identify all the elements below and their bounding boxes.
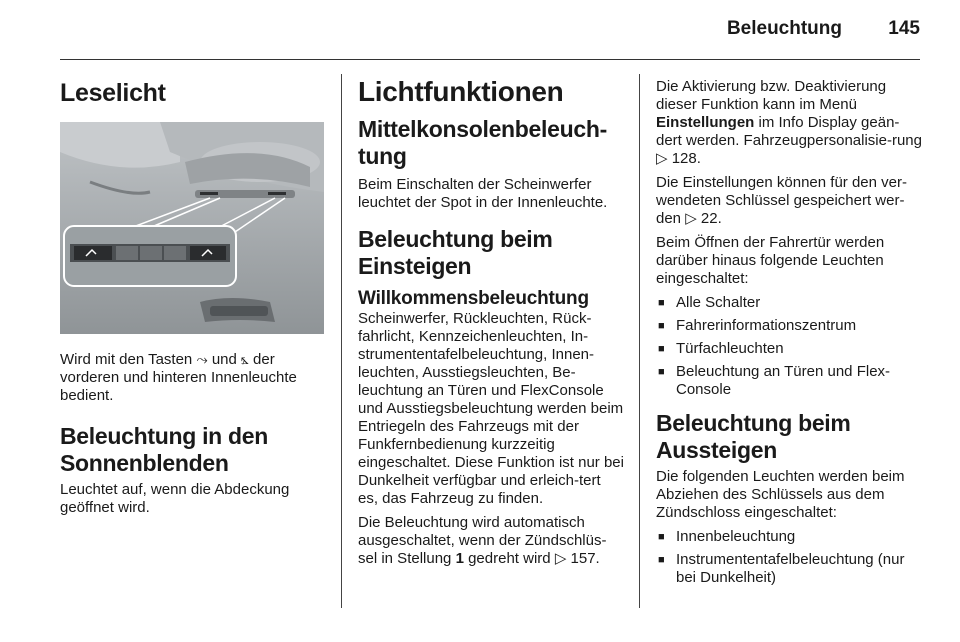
welcome-light-title: Willkommensbeleuchtung — [358, 288, 589, 309]
column-1 — [60, 70, 324, 523]
column-divider-right — [639, 74, 640, 608]
reference-arrow-icon: ▷ — [685, 210, 697, 227]
column-3 — [656, 78, 922, 592]
header-divider — [60, 59, 920, 60]
section-title-sunvisor: Beleuchtung in den Sonnenblenden — [60, 423, 268, 476]
reading-lamp-photo — [60, 122, 324, 334]
sunvisor-text: Leuchtet auf, wenn die Abdeckung geöffnet wird. — [60, 481, 290, 516]
page-header-title: Beleuchtung — [726, 18, 842, 39]
list-item: ■ Fahrerinformationszentrum — [656, 317, 922, 335]
list-item: ■ Instrumententafelbeleuchtung (nur bei Dunkelheit) — [656, 551, 922, 587]
section-title-leselicht: Leselicht — [60, 79, 166, 107]
list-item: ■ Türfachleuchten — [656, 340, 922, 358]
console-text: Beim Einschalten der Scheinwerfer leuchtet der Spot in der Innenleuchte. — [358, 176, 608, 211]
keys-text: Die Einstellungen können für den ver-wendeten Schlüssel gespeichert wer-den ▷ 22. — [656, 174, 907, 227]
exit-light-list — [656, 528, 922, 587]
list-item: ■ Innenbeleuchtung — [656, 528, 922, 546]
exit-text: Die folgenden Leuchten werden beim Abziehen des Schlüssels aus dem Zündschloss eingeschaltet: — [656, 468, 905, 521]
activation-text: Die Aktivierung bzw. Deaktivierung dieser Funktion kann im Menü Einstellungen im Info Display geän-dert werden. Fahrzeugpersonalisie-rung ▷ 128. — [656, 78, 922, 167]
welcome-light-text: Scheinwerfer, Rückleuchten, Rück-fahrlicht, Kennzeichenleuchten, In-strumententafelbeleuchtung, Innen-leuchten, Ausstiegsleuchten, Be-leuchtung an Türen und FlexConsole und Ausstiegsbeleuchtung werden beim Entriegeln des Fahrzeugs mit der Funkfernbedienung kurzzeitig eingeschaltet. Diese Funktion ist nur bei Dunkelheit verfügbar und erleich-tert es, das Fahrzeug zu finden. — [358, 310, 624, 507]
column-2 — [358, 70, 624, 574]
reference-arrow-icon: ▷ — [554, 550, 567, 567]
door-open-text: Beim Öffnen der Fahrertür werden darüber hinaus folgende Leuchten eingeschaltet: — [656, 234, 885, 287]
rear-reading-lamp-icon: ⦩ — [241, 351, 249, 367]
reading-lamp-text: Wird mit den Tasten ⤳ und ⦩ der vorderen und hinteren Innenleuchte bedient. — [60, 351, 297, 404]
front-reading-lamp-icon: ⤳ — [196, 351, 208, 367]
subsection-title-entry: Beleuchtung beim Einsteigen — [358, 226, 553, 279]
list-item: ■ Beleuchtung an Türen und Flex-Console — [656, 363, 922, 399]
column-divider-left — [341, 74, 342, 608]
reading-lamp-illustration — [60, 122, 324, 334]
subsection-title-exit: Beleuchtung beim Aussteigen — [656, 410, 851, 463]
reference-arrow-icon: ▷ — [656, 150, 668, 167]
page-number: 145 — [888, 18, 920, 39]
door-light-list — [656, 294, 922, 399]
auto-off-text: Die Beleuchtung wird automatisch ausgeschaltet, wenn der Zündschlüs-sel in Stellung 1 gedreht wird ▷ 157. — [358, 514, 607, 567]
list-item: ■ Alle Schalter — [656, 294, 922, 312]
section-title-lichtfunktionen: Lichtfunktionen — [358, 76, 564, 107]
subsection-title-console: Mittelkonsolenbeleuch-tung — [358, 116, 607, 169]
